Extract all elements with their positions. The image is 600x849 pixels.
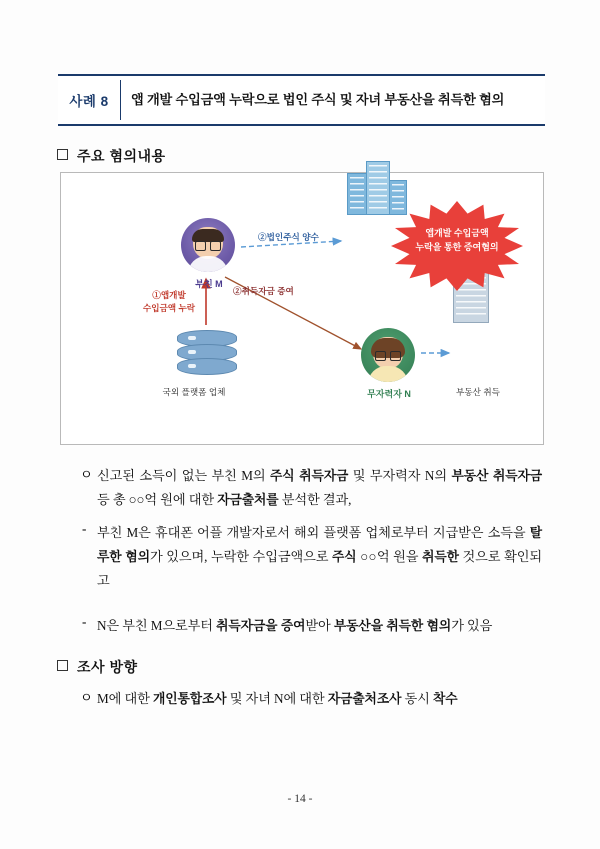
star-caption-line2: 누락을 통한 증여혐의 — [415, 241, 499, 252]
star-caption — [407, 227, 507, 254]
bullet-dash-2: - — [82, 614, 87, 629]
case-header — [58, 74, 545, 126]
shirt-icon — [368, 366, 408, 382]
bullet-circle-2: ㅇ — [80, 690, 93, 705]
section-heading-direction-label: 조사 방향 — [77, 659, 138, 675]
hair-icon — [192, 229, 224, 242]
child-avatar — [361, 328, 415, 382]
star-caption-line1: 앱개발 수입금액 — [425, 228, 489, 238]
bullet-circle-1: ㅇ — [80, 467, 93, 482]
label-father: 부친 M — [195, 279, 223, 289]
glasses-icon — [195, 241, 221, 249]
paragraph-3: N은 부친 M으로부터 취득자금을 증여받아 부동산을 취득한 혐의가 있음 — [97, 618, 493, 633]
paragraph-2: 부친 M은 휴대폰 어플 개발자로서 해외 플랫폼 업체로부터 지급받은 소득을 탈루한 혐의가 있으며, 누락한 수입금액으로 주식 ○○억 원을 취득한 것으로 확인되고 — [97, 525, 542, 588]
label-platform: 국외 플랫폼 업체 — [162, 387, 226, 397]
paragraph-4: M에 대한 개인통합조사 및 자녀 N에 대한 자금출처조사 동시 착수 — [97, 691, 458, 706]
page-number: - 14 - — [287, 793, 313, 805]
glasses-icon — [375, 351, 401, 359]
arrow-label-income-line2: 수입금액 누락 — [142, 302, 196, 313]
diagram-figure — [60, 172, 544, 445]
arrow-label-share-transfer: ②법인주식 양수 — [258, 232, 319, 242]
arrow-label-fund-gift: ②취득자금 증여 — [233, 286, 294, 296]
platform-server-icon — [171, 328, 241, 383]
section-heading-suspicion-label: 주요 혐의내용 — [77, 148, 166, 164]
square-bullet-icon — [57, 149, 68, 160]
bullet-dash-1: - — [82, 521, 87, 536]
section-heading-direction — [57, 657, 138, 677]
section-heading-suspicion — [57, 146, 166, 166]
square-bullet-icon — [57, 660, 68, 671]
arrow-label-income-line1: ①앱개발 — [152, 290, 186, 300]
case-tag: 사례 8 — [69, 94, 109, 109]
case-title: 앱 개발 수입금액 누락으로 법인 주식 및 자녀 부동산을 취득한 혐의 — [131, 91, 505, 107]
father-avatar — [181, 218, 235, 272]
paragraph-1: 신고된 소득이 없는 부친 M의 주식 취득자금 및 무자력자 N의 부동산 취득자금 등 총 ○○억 원에 대한 자금출처를 분석한 결과, — [97, 468, 543, 507]
label-real-estate: 부동산 취득 — [456, 387, 500, 397]
shirt-icon — [188, 256, 228, 272]
arrow-label-income-omission — [133, 289, 205, 315]
label-child: 무자력자 N — [367, 389, 411, 399]
